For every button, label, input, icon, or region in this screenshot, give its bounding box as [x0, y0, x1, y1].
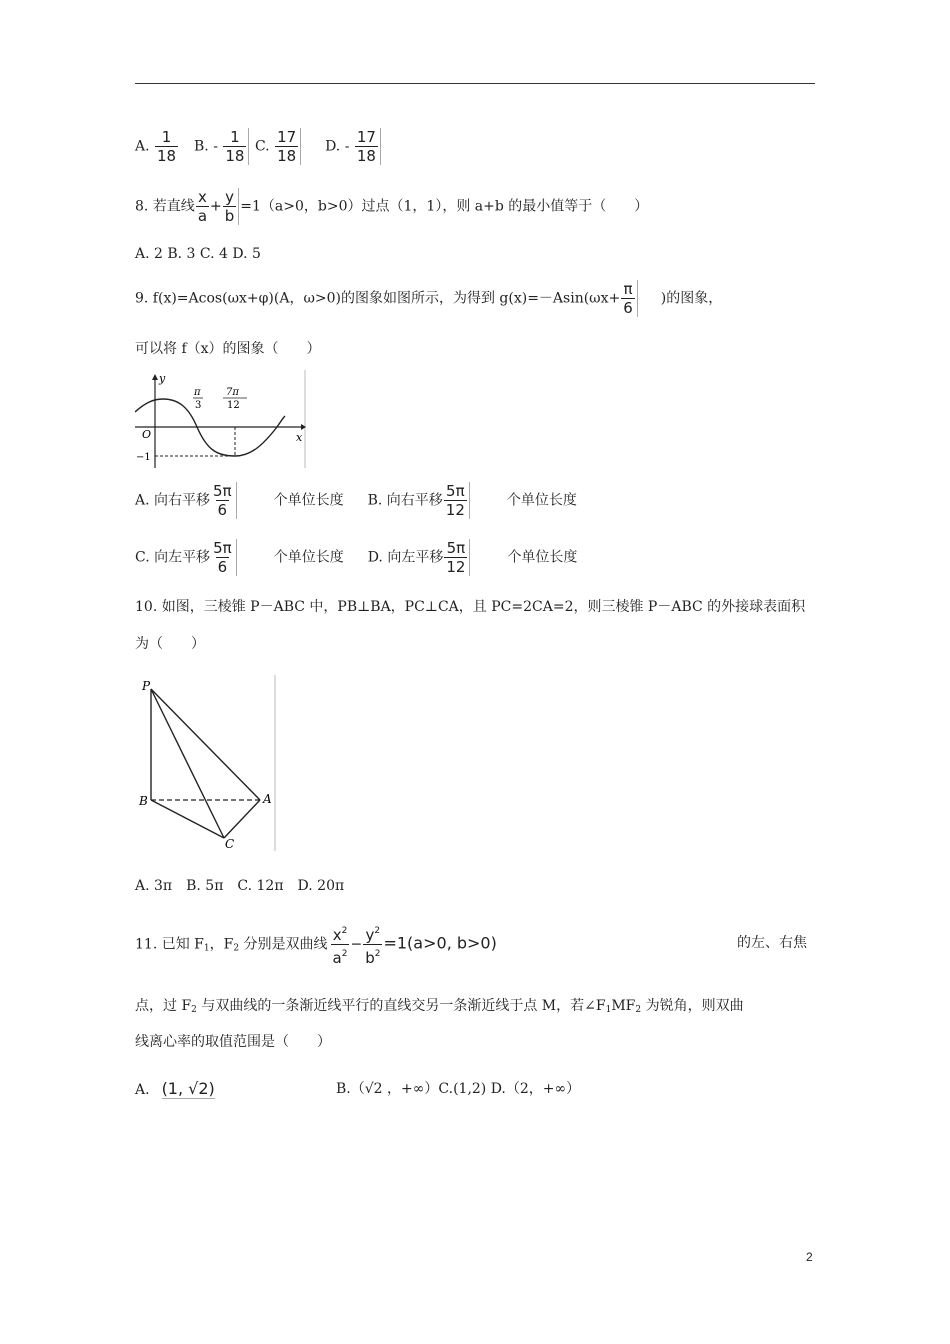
q9-options-ab: A. 向右平移 $\frac{5\pi}{6}$ 个单位长度 B. 向右平移 $\frac{5\pi}{12}$ 个单位长度	[135, 482, 577, 519]
q9-graph-pi3-den: 3	[195, 400, 202, 411]
q7-options: A. $\frac{1}{18}$ B. - $\frac{1}{18}$ C. $\frac{17}{18}$ D. - $\frac{17}{18}$	[135, 128, 382, 165]
q8-options: A. 2 B. 3 C. 4 D. 5	[135, 246, 261, 262]
q10-label-b: B	[139, 794, 148, 808]
q8-x-over-a: $\frac{x}{a}$	[197, 188, 208, 225]
q9-graph-origin: O	[142, 428, 152, 441]
q11-stem: 11. 已知 $F_1$，$F_2$ 分别是双曲线 $\frac{x^2}{a^2}$ − $\frac{y^2}{b^2}$ =1(a>0, b>0)	[135, 922, 497, 967]
q9-b-fraction: $\frac{5\pi}{12}$	[444, 482, 470, 519]
q9-options-cd: C. 向左平移 $\frac{5\pi}{6}$ 个单位长度 D. 向左平移 $\frac{5\pi}{12}$ 个单位长度	[135, 539, 578, 576]
q7-a-fraction: $\frac{1}{18}$	[157, 128, 177, 165]
q8-stem: 8. 若直线 $\frac{x}{a}$ + $\frac{y}{b}$ =1（a>0，b>0）过点（1，1），则 a+b 的最小值等于（ ）	[135, 188, 649, 225]
q11-stem-line2: 点，过 $F_2$ 与双曲线的一条渐近线平行的直线交另一条渐近线于点 M，若$\angle F_1MF_2$ 为锐角，则双曲	[135, 998, 744, 1015]
q9-cosine-graph	[135, 370, 307, 470]
q10-label-a: A	[263, 792, 272, 806]
q9-stem-line2: 可以将 f（x）的图象（ ）	[135, 341, 321, 357]
q8-y-over-b: $\frac{y}{b}$	[223, 188, 240, 225]
q9-graph-7pi-num: 7π	[226, 387, 239, 398]
q10-options: A. 3π B. 5π C. 12π D. 20π	[135, 878, 345, 894]
q10-stem: 10. 如图，三棱锥 P－ABC 中，PB⊥BA，PC⊥CA，且 PC=2CA=2，则三棱锥 P－ABC 的外接球表面积	[135, 599, 806, 615]
q9-graph-7pi-den: 12	[227, 400, 240, 411]
q7-c-fraction: $\frac{17}{18}$	[275, 128, 301, 165]
q9-pi-over-6: $\frac{\pi}{6}$	[621, 280, 638, 317]
page-number: 2	[806, 1250, 813, 1264]
q11-stem-tail: 的左、右焦	[737, 935, 807, 951]
q9-graph-x-label: x	[296, 431, 303, 444]
q11-options-bcd: B.（√2 ，+∞）C.(1,2) D.（2，+∞）	[336, 1081, 581, 1097]
q10-stem-line2: 为（ ）	[135, 636, 205, 652]
q11-x2-over-a2: $\frac{x^2}{a^2}$	[332, 926, 348, 967]
q9-c-fraction: $\frac{5\pi}{6}$	[211, 539, 237, 576]
q9-a-fraction: $\frac{5\pi}{6}$	[211, 482, 237, 519]
q9-stem: 9. f(x)=Acos(ωx+φ)(A，ω>0)的图象如图所示，为得到 g(x)=－Asin(ωx+ $\frac{\pi}{6}$ )的图象，	[135, 280, 723, 317]
header-rule	[135, 83, 815, 84]
q11-y2-over-b2: $\frac{y^2}{b^2}$	[365, 926, 381, 967]
q9-graph-y-label: y	[159, 372, 166, 385]
q10-label-c: C	[225, 837, 235, 851]
q9-graph-pi3-num: π	[194, 387, 201, 398]
q7-b-fraction: $\frac{1}{18}$	[223, 128, 249, 165]
q9-d-fraction: $\frac{5\pi}{12}$	[444, 539, 470, 576]
q7-d-fraction: $\frac{17}{18}$	[355, 128, 381, 165]
q10-label-p: P	[142, 679, 151, 693]
q11-option-a: A. (1, √2)	[135, 1079, 215, 1098]
q10-pyramid-figure	[135, 675, 280, 853]
q11-stem-line3: 线离心率的取值范围是（ ）	[135, 1034, 331, 1050]
q9-graph-neg1: −1	[136, 452, 151, 463]
